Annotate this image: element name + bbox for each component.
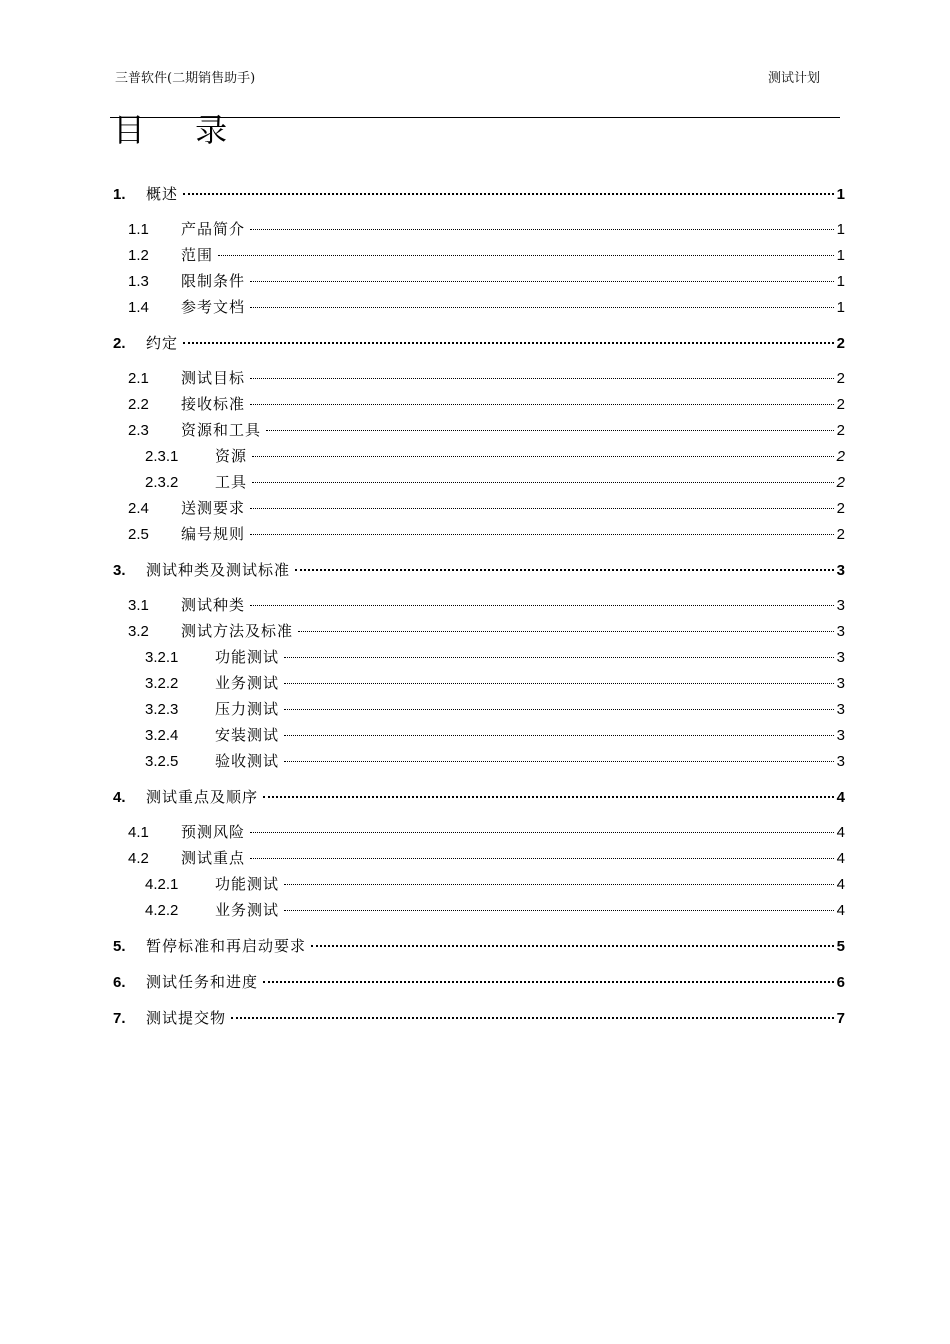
toc-entry-number: 2.5	[128, 526, 149, 543]
toc-entry-page-number: 4	[836, 902, 845, 919]
toc-dot-leader	[252, 456, 834, 457]
toc-dot-leader	[250, 404, 834, 405]
toc-entry[interactable]	[145, 471, 845, 493]
toc-entry-label: 预测风险	[181, 823, 246, 841]
toc-entry-label: 接收标准	[181, 395, 246, 413]
toc-entry[interactable]	[145, 724, 845, 746]
toc-dot-leader	[231, 1017, 834, 1019]
toc-entry[interactable]	[113, 786, 845, 808]
toc-entry-page-number: 3	[836, 649, 845, 666]
toc-entry-page-number: 4	[836, 824, 845, 841]
toc-entry-page-number: 2	[836, 396, 845, 413]
toc-entry-label: 概述	[146, 185, 179, 203]
toc-entry-page-number: 3	[836, 727, 845, 744]
toc-entry-page-number: 3	[836, 562, 845, 579]
toc-dot-leader	[266, 430, 834, 431]
toc-entry-number: 3.2	[128, 623, 149, 640]
toc-entry-number: 2.3.2	[145, 474, 179, 491]
toc-entry-page-number: 4	[836, 789, 845, 806]
toc-entry-number: 2.1	[128, 370, 149, 387]
toc-dot-leader	[284, 683, 834, 684]
toc-entry-page-number: 3	[836, 701, 845, 718]
toc-dot-leader	[284, 910, 834, 911]
toc-dot-leader	[298, 631, 834, 632]
toc-entry-label: 产品简介	[181, 220, 246, 238]
toc-entry-page-number: 2	[836, 335, 845, 352]
toc-entry-page-number: 3	[836, 597, 845, 614]
toc-dot-leader	[250, 281, 834, 282]
toc-dot-leader	[250, 534, 834, 535]
toc-entry[interactable]	[128, 620, 845, 642]
toc-entry-number: 1.2	[128, 247, 149, 264]
toc-entry-number: 4.1	[128, 824, 149, 841]
header-section-title: 测试计划	[767, 71, 820, 86]
toc-entry[interactable]	[113, 559, 845, 581]
toc-entry-number: 2.3.1	[145, 448, 179, 465]
toc-entry-number: 3.2.3	[145, 701, 179, 718]
toc-entry-page-number: 3	[836, 753, 845, 770]
toc-entry-label: 测试提交物	[146, 1009, 227, 1027]
toc-entry[interactable]	[128, 270, 845, 292]
toc-entry-page-number: 2	[836, 422, 845, 439]
toc-entry[interactable]	[145, 698, 845, 720]
toc-entry[interactable]	[145, 899, 845, 921]
toc-entry[interactable]	[113, 332, 845, 354]
toc-entry-page-number: 1	[836, 247, 845, 264]
toc-entry-page-number: 3	[836, 623, 845, 640]
toc-entry-number: 1.1	[128, 221, 149, 238]
toc-entry-label: 限制条件	[181, 272, 246, 290]
toc-dot-leader	[250, 229, 834, 230]
toc-entry[interactable]	[145, 646, 845, 668]
toc-dot-leader	[250, 605, 834, 606]
toc-entry-number: 2.	[113, 335, 126, 352]
toc-title: 目 录	[113, 111, 248, 149]
toc-entry[interactable]	[113, 935, 845, 957]
toc-entry[interactable]	[113, 971, 845, 993]
toc-entry[interactable]	[128, 218, 845, 240]
toc-entry-label: 业务测试	[215, 674, 280, 692]
toc-entry-number: 4.2.1	[145, 876, 179, 893]
toc-entry-number: 4.2.2	[145, 902, 179, 919]
toc-entry[interactable]	[128, 393, 845, 415]
toc-dot-leader	[183, 342, 834, 344]
toc-entry-label: 功能测试	[215, 648, 280, 666]
toc-entry-page-number: 3	[836, 675, 845, 692]
toc-entry-page-number: 2	[836, 500, 845, 517]
toc-entry-number: 3.	[113, 562, 126, 579]
toc-entry-label: 业务测试	[215, 901, 280, 919]
toc-entry[interactable]	[113, 183, 845, 205]
toc-entry-page-number: 6	[836, 974, 845, 991]
toc-entry[interactable]	[145, 672, 845, 694]
toc-entry-number: 6.	[113, 974, 126, 991]
toc-entry-number: 3.1	[128, 597, 149, 614]
toc-entry-number: 3.2.2	[145, 675, 179, 692]
header-document-title: 三普软件(二期销售助手)	[115, 71, 256, 86]
toc-entry-label: 测试重点	[181, 849, 246, 867]
toc-entry-label: 工具	[215, 473, 248, 491]
toc-entry[interactable]	[128, 367, 845, 389]
toc-dot-leader	[311, 945, 834, 947]
toc-entry-label: 编号规则	[181, 525, 246, 543]
toc-entry[interactable]	[128, 523, 845, 545]
toc-dot-leader	[250, 832, 834, 833]
toc-entry[interactable]	[128, 244, 845, 266]
toc-entry-number: 1.4	[128, 299, 149, 316]
toc-dot-leader	[218, 255, 834, 256]
toc-entry-number: 3.2.4	[145, 727, 179, 744]
toc-entry[interactable]	[145, 445, 845, 467]
toc-entry-number: 5.	[113, 938, 126, 955]
toc-entry-label: 测试任务和进度	[146, 973, 259, 991]
toc-entry[interactable]	[128, 497, 845, 519]
toc-dot-leader	[284, 761, 834, 762]
toc-entry-label: 测试目标	[181, 369, 246, 387]
toc-dot-leader	[295, 569, 834, 571]
toc-entry-page-number: 2	[836, 370, 845, 387]
toc-entry-number: 7.	[113, 1010, 126, 1027]
toc-dot-leader	[284, 657, 834, 658]
toc-dot-leader	[250, 858, 834, 859]
toc-entry-label: 约定	[146, 334, 179, 352]
toc-entry-number: 2.2	[128, 396, 149, 413]
toc-entry-label: 资源和工具	[181, 421, 262, 439]
toc-entry-label: 送测要求	[181, 499, 246, 517]
toc-dot-leader	[284, 735, 834, 736]
toc-entry-page-number: 1	[836, 273, 845, 290]
toc-entry[interactable]	[145, 873, 845, 895]
toc-entry-label: 压力测试	[215, 700, 280, 718]
toc-dot-leader	[284, 709, 834, 710]
toc-entry-label: 测试种类	[181, 596, 246, 614]
toc-entry-label: 资源	[215, 447, 248, 465]
toc-entry-page-number: 2	[836, 448, 845, 465]
toc-entry-page-number: 1	[836, 221, 845, 238]
toc-dot-leader	[250, 378, 834, 379]
toc-entry-page-number: 1	[836, 299, 845, 316]
toc-entry-number: 4.	[113, 789, 126, 806]
toc-entry-number: 1.	[113, 186, 126, 203]
toc-entry-number: 1.3	[128, 273, 149, 290]
toc-entry[interactable]	[128, 847, 845, 869]
toc-dot-leader	[263, 981, 834, 983]
toc-dot-leader	[252, 482, 834, 483]
toc-entry-page-number: 2	[836, 474, 845, 491]
toc-entry-page-number: 4	[836, 850, 845, 867]
toc-entry-number: 3.2.1	[145, 649, 179, 666]
toc-dot-leader	[250, 307, 834, 308]
toc-entry[interactable]	[113, 1007, 845, 1029]
toc-entry-label: 测试种类及测试标准	[146, 561, 291, 579]
toc-dot-leader	[284, 884, 834, 885]
toc-entry-label: 安装测试	[215, 726, 280, 744]
toc-dot-leader	[183, 193, 834, 195]
toc-entry-page-number: 7	[836, 1010, 845, 1027]
toc-entry-label: 测试重点及顺序	[146, 788, 259, 806]
toc-entry-number: 2.4	[128, 500, 149, 517]
toc-entry-label: 暂停标准和再启动要求	[146, 937, 307, 955]
toc-entry-label: 验收测试	[215, 752, 280, 770]
toc-entry-label: 范围	[181, 246, 214, 264]
toc-entry-page-number: 5	[836, 938, 845, 955]
toc-entry-label: 测试方法及标准	[181, 622, 294, 640]
toc-dot-leader	[263, 796, 834, 798]
toc-entry[interactable]	[128, 296, 845, 318]
toc-entry-page-number: 2	[836, 526, 845, 543]
toc-entry-number: 2.3	[128, 422, 149, 439]
toc-entry[interactable]	[128, 419, 845, 441]
toc-entry-number: 4.2	[128, 850, 149, 867]
toc-entry-number: 3.2.5	[145, 753, 179, 770]
toc-entry-label: 参考文档	[181, 298, 246, 316]
toc-entry-page-number: 4	[836, 876, 845, 893]
toc-entry[interactable]	[145, 750, 845, 772]
toc-entry-label: 功能测试	[215, 875, 280, 893]
toc-entry[interactable]	[128, 821, 845, 843]
toc-entry-page-number: 1	[836, 186, 845, 203]
toc-dot-leader	[250, 508, 834, 509]
toc-entry[interactable]	[128, 594, 845, 616]
